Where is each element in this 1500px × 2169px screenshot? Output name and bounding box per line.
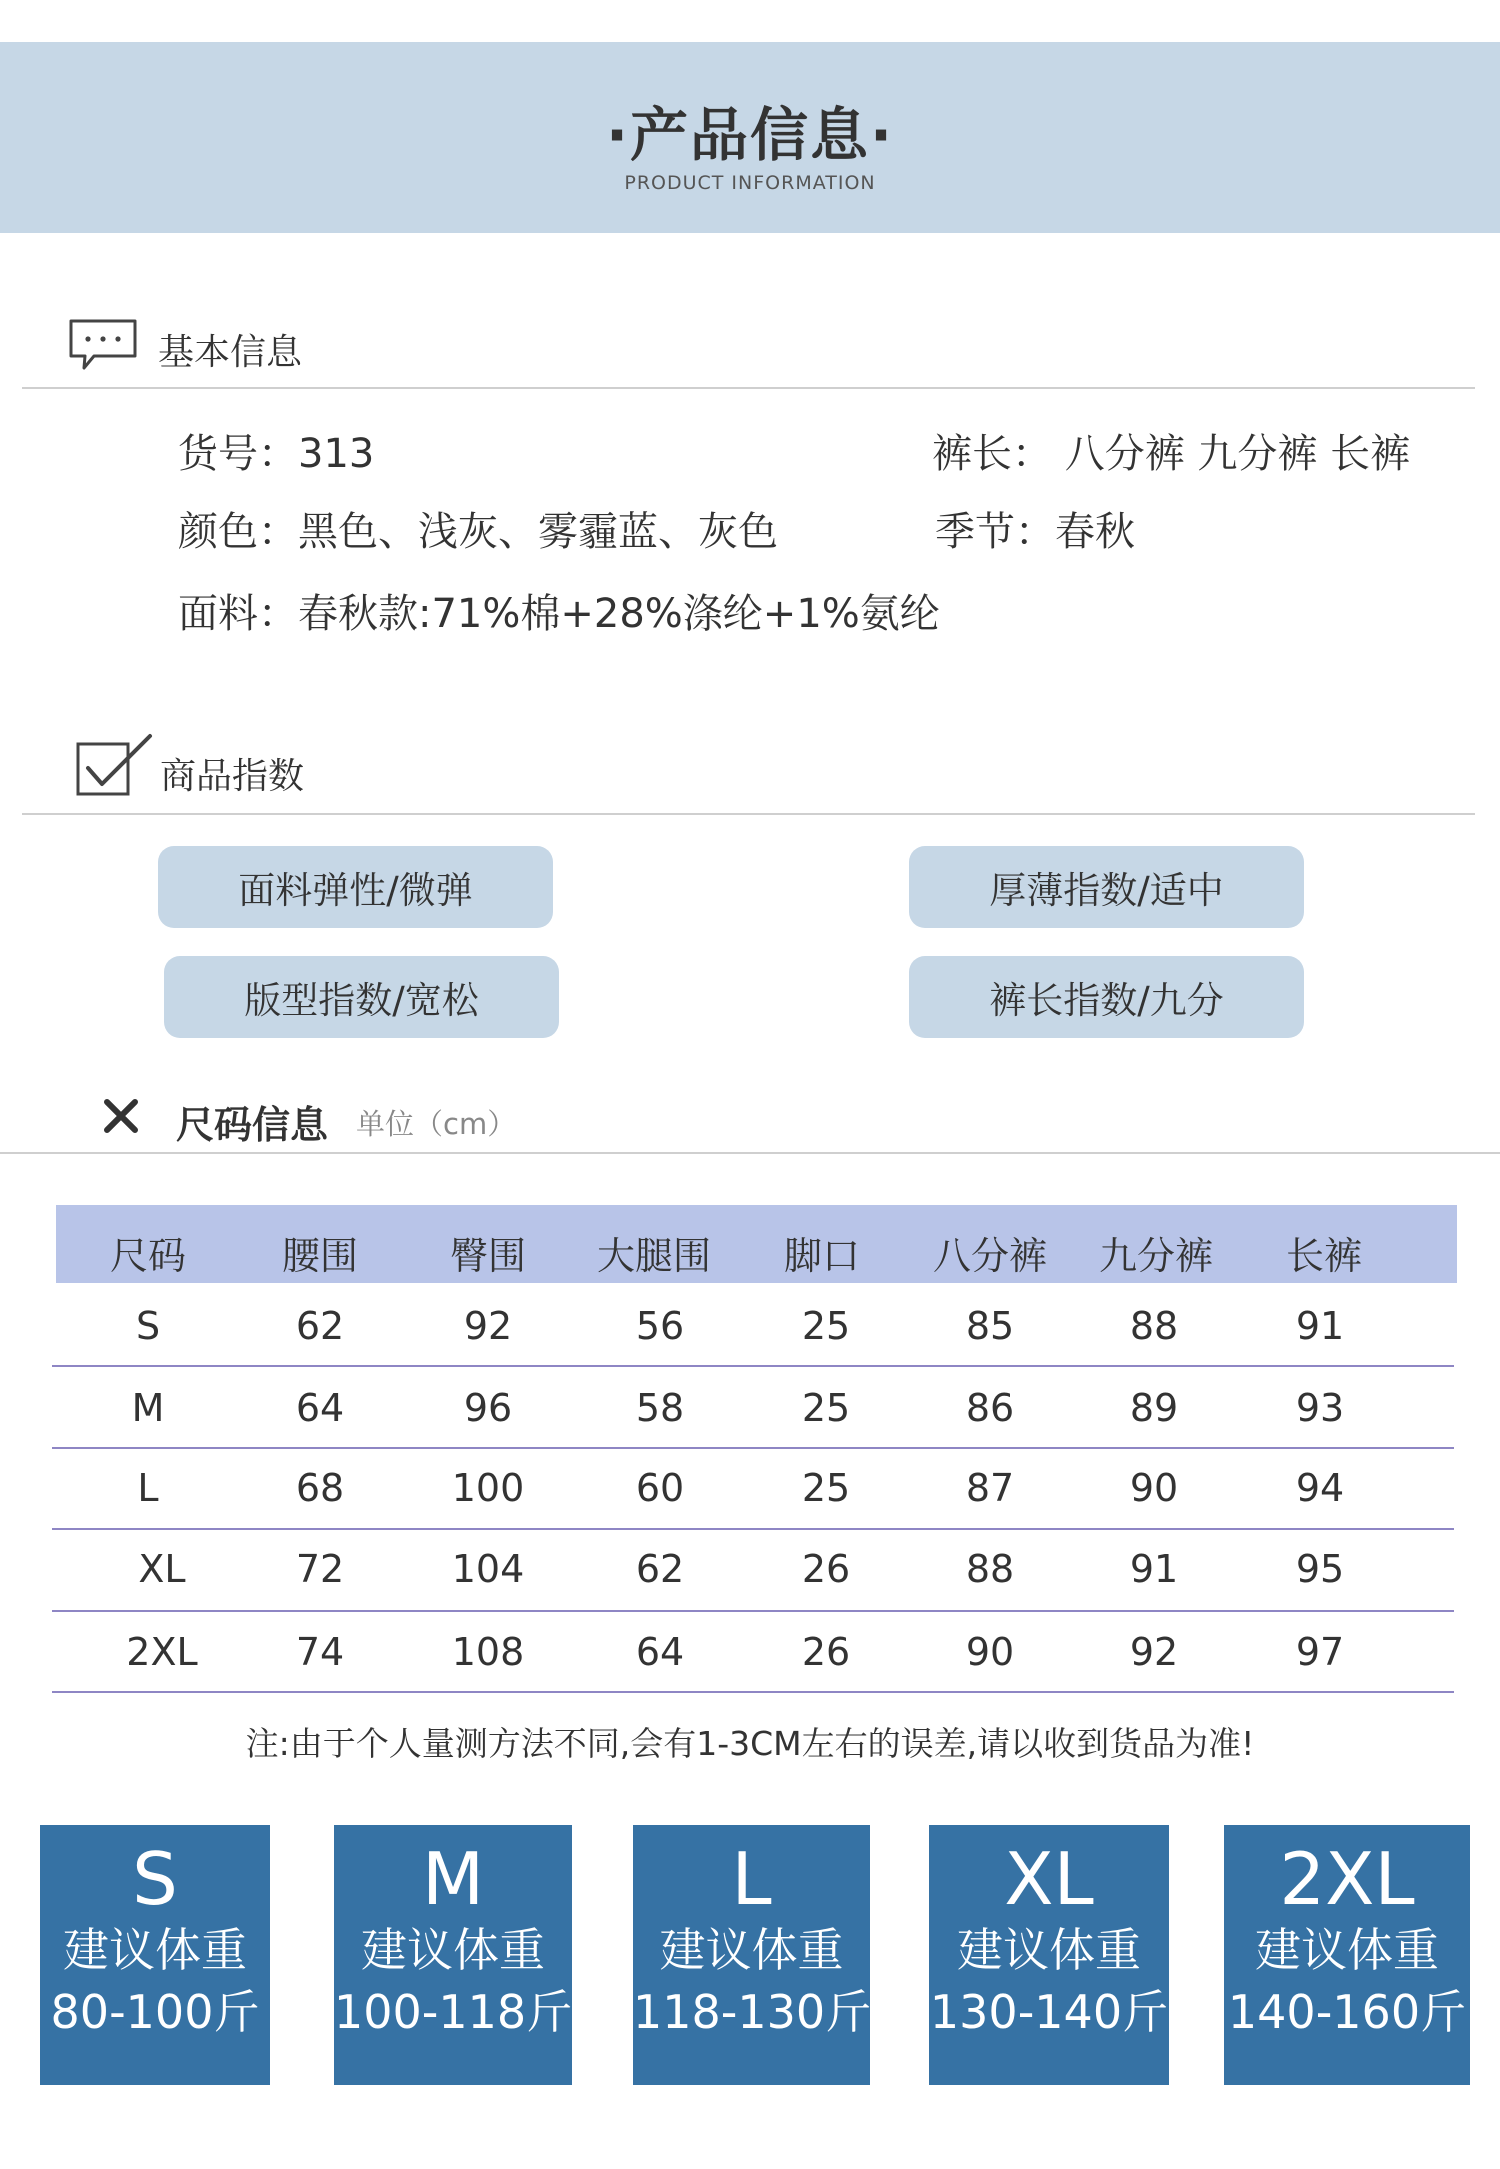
table-cell: 97 — [1295, 1630, 1345, 1674]
weight-card-m — [334, 1825, 572, 2085]
table-cell: 96 — [463, 1386, 513, 1430]
table-cell: 25 — [801, 1466, 851, 1510]
table-cell: 90 — [1129, 1466, 1179, 1510]
table-cell: 108 — [451, 1630, 525, 1674]
table-cell: 87 — [965, 1466, 1015, 1510]
divider — [22, 387, 1475, 389]
table-cell: 25 — [801, 1304, 851, 1348]
table-cell: 90 — [965, 1630, 1015, 1674]
col-hem: 脚口 — [783, 1234, 860, 1278]
table-cell: 68 — [295, 1466, 345, 1510]
card-label: 建议体重 — [1255, 1923, 1439, 1977]
table-cell: 86 — [965, 1386, 1015, 1430]
table-cell: 26 — [801, 1547, 851, 1591]
index-pill-elasticity: 面料弹性/微弹 — [158, 846, 553, 928]
table-cell: 93 — [1295, 1386, 1345, 1430]
table-cell: 56 — [635, 1304, 685, 1348]
row-divider — [52, 1365, 1454, 1367]
chat-bubble-icon — [68, 318, 138, 374]
col-cropped: 八分裤 — [932, 1234, 1047, 1278]
divider — [22, 813, 1475, 815]
table-cell: 85 — [965, 1304, 1015, 1348]
table-cell: 60 — [635, 1466, 685, 1510]
row-divider — [52, 1610, 1454, 1612]
card-weight: 130-140斤 — [929, 1985, 1169, 2039]
measurement-note: 注:由于个人量测方法不同,会有1-3CM左右的误差,请以收到货品为准! — [245, 1724, 1255, 1763]
table-cell: 104 — [451, 1547, 525, 1591]
page-subtitle: PRODUCT INFORMATION — [624, 172, 876, 194]
size-unit: 单位（cm） — [356, 1107, 517, 1141]
checkbox-icon — [74, 732, 156, 798]
card-size: S — [132, 1837, 178, 1921]
table-cell: 26 — [801, 1630, 851, 1674]
table-cell: S — [135, 1304, 161, 1348]
pants-length: 裤长： 八分裤 九分裤 长裤 — [932, 431, 1411, 477]
table-cell: XL — [138, 1547, 186, 1591]
table-cell: 92 — [463, 1304, 513, 1348]
index-pill-length: 裤长指数/九分 — [909, 956, 1304, 1038]
row-divider — [52, 1447, 1454, 1449]
card-size: M — [421, 1837, 485, 1921]
table-cell: 95 — [1295, 1547, 1345, 1591]
card-weight: 140-160斤 — [1227, 1985, 1467, 2039]
card-weight: 118-130斤 — [633, 1985, 872, 2039]
card-label: 建议体重 — [659, 1923, 844, 1977]
col-thigh: 大腿围 — [596, 1234, 711, 1278]
index-pill-thickness: 厚薄指数/适中 — [909, 846, 1304, 928]
basic-info-title: 基本信息 — [158, 332, 303, 373]
index-pill-fit: 版型指数/宽松 — [164, 956, 559, 1038]
divider — [0, 1152, 1500, 1154]
row-divider — [52, 1691, 1454, 1693]
table-cell: 91 — [1295, 1304, 1345, 1348]
table-cell: 25 — [801, 1386, 851, 1430]
weight-card-s — [40, 1825, 270, 2085]
colors: 颜色：黑色、浅灰、雾霾蓝、灰色 — [178, 509, 778, 555]
table-cell: 72 — [295, 1547, 345, 1591]
table-cell: 88 — [965, 1547, 1015, 1591]
fabric: 面料：春秋款:71%棉+28%涤纶+1%氨纶 — [178, 591, 940, 637]
table-cell: L — [137, 1466, 159, 1510]
weight-card-2xl — [1224, 1825, 1470, 2085]
index-title: 商品指数 — [160, 756, 305, 797]
table-cell: 91 — [1129, 1547, 1179, 1591]
table-cell: 64 — [295, 1386, 345, 1430]
table-cell: 74 — [295, 1630, 345, 1674]
card-label: 建议体重 — [957, 1923, 1141, 1977]
table-cell: M — [131, 1386, 165, 1430]
weight-card-xl — [929, 1825, 1169, 2085]
table-cell: 100 — [451, 1466, 525, 1510]
table-cell: 58 — [635, 1386, 685, 1430]
card-size: L — [731, 1837, 772, 1921]
table-cell: 2XL — [126, 1630, 198, 1674]
table-cell: 88 — [1129, 1304, 1179, 1348]
table-cell: 62 — [295, 1304, 345, 1348]
card-label: 建议体重 — [63, 1923, 247, 1977]
row-divider — [52, 1528, 1454, 1530]
close-x-icon — [102, 1097, 140, 1135]
card-size: 2XL — [1279, 1837, 1415, 1921]
table-cell: 92 — [1129, 1630, 1179, 1674]
card-weight: 80-100斤 — [50, 1985, 260, 2039]
card-weight: 100-118斤 — [334, 1985, 573, 2039]
card-size: XL — [1004, 1837, 1094, 1921]
page-title: ·产品信息· — [605, 101, 895, 169]
col-hip: 臀围 — [449, 1234, 526, 1278]
size-title: 尺码信息 — [176, 1103, 329, 1147]
col-ninth: 九分裤 — [1098, 1234, 1213, 1278]
col-size: 尺码 — [109, 1234, 186, 1278]
col-waist: 腰围 — [281, 1234, 358, 1278]
table-cell: 89 — [1129, 1386, 1179, 1430]
table-cell: 62 — [635, 1547, 685, 1591]
item-number: 货号：313 — [178, 431, 375, 477]
card-label: 建议体重 — [361, 1923, 545, 1977]
season: 季节：春秋 — [935, 509, 1135, 555]
weight-card-l — [633, 1825, 870, 2085]
col-long: 长裤 — [1285, 1234, 1362, 1278]
table-cell: 94 — [1295, 1466, 1345, 1510]
table-cell: 64 — [635, 1630, 685, 1674]
